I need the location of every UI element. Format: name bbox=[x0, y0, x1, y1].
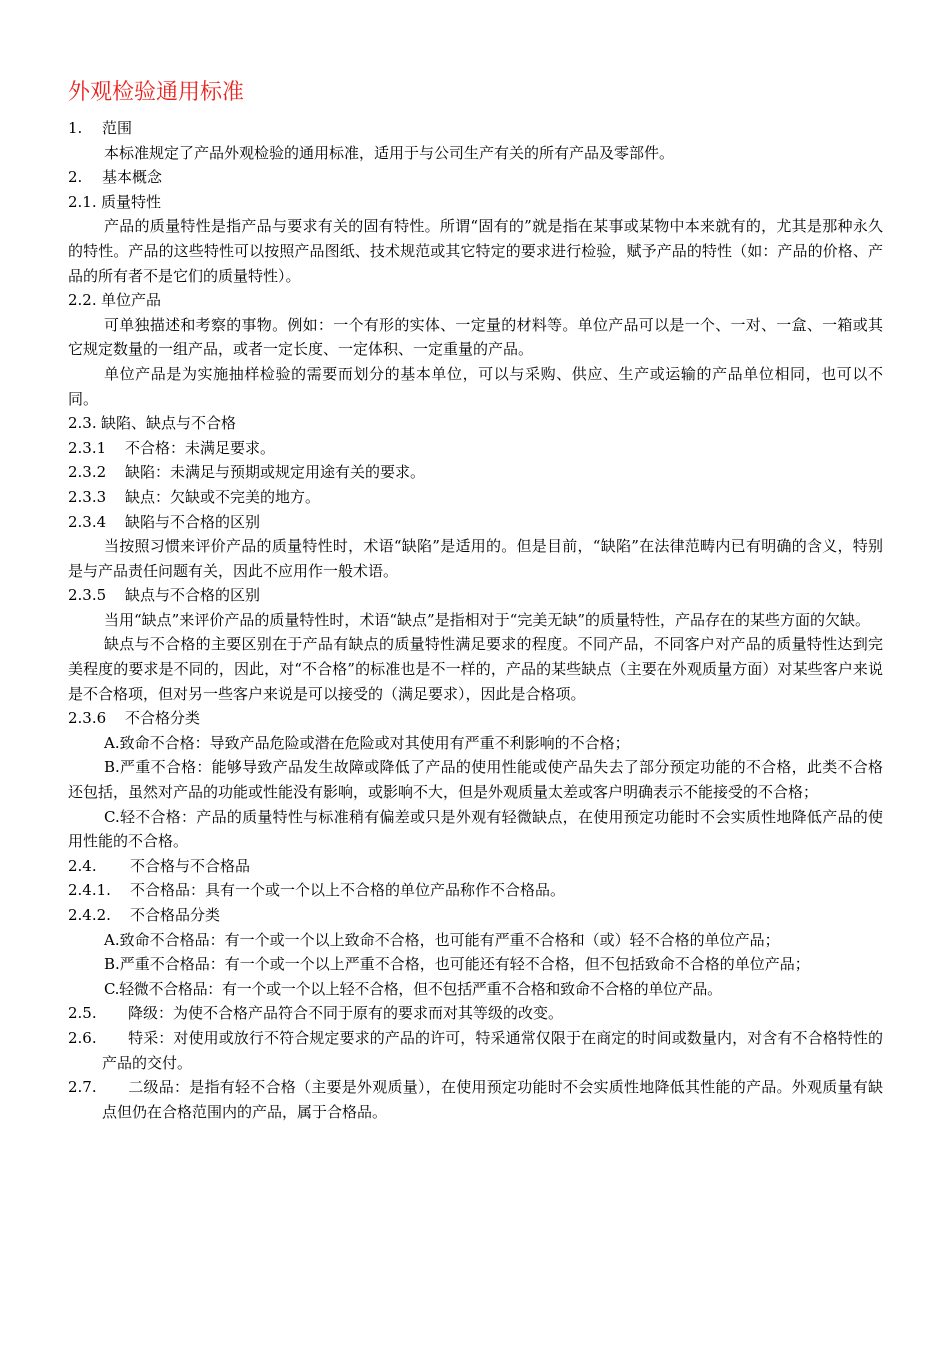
section-heading bbox=[68, 288, 883, 313]
paragraph: C.轻不合格：产品的质量特性与标准稍有偏差或只是外观有轻微缺点，在使用预定功能时不会实质性地降低产品的使用性能的不合格。 bbox=[68, 807, 883, 851]
paragraph: 可单独描述和考察的事物。例如：一个有形的实体、一定量的材料等。单位产品可以是一个、一对、一盒、一箱或其它规定数量的一组产品，或者一定长度、一定体积、一定重量的产品。 bbox=[68, 315, 883, 359]
section-number: 2.3.3 bbox=[68, 487, 107, 506]
section-label: 不合格品分类 bbox=[130, 906, 221, 924]
section-number: 2.3.6 bbox=[68, 709, 107, 728]
section-heading bbox=[68, 510, 883, 535]
section-heading bbox=[68, 190, 883, 215]
paragraph: 本标准规定了产品外观检验的通用标准，适用于与公司生产有关的所有产品及零部件。 bbox=[104, 143, 675, 162]
paragraph: 当用“缺点”来评价产品的质量特性时，术语“缺点”是指相对于“完美无缺”的质量特性，产品存在的某些方面的欠缺。 bbox=[104, 610, 871, 629]
section-label: 缺点与不合格的区别 bbox=[125, 586, 261, 605]
paragraph: 产品的质量特性是指产品与要求有关的固有特性。所谓“固有的”就是指在某事或某物中本来就有的，尤其是那种永久的特性。产品的这些特性可以按照产品图纸、技术规范或其它特定的要求进行检验，赋予产品的特性（如：产品的价格、产品的所有者不是它们的质量特性）。 bbox=[68, 217, 883, 285]
section-heading bbox=[68, 854, 883, 879]
section-heading bbox=[68, 583, 883, 608]
document-page bbox=[68, 78, 883, 1124]
section-heading bbox=[68, 1026, 883, 1075]
section-label: 特采：对使用或放行不符合规定要求的产品的许可，特采通常仅限于在商定的时间或数量内，对含有不合格特性的产品的交付。 bbox=[102, 1028, 883, 1072]
section-label: 质量特性 bbox=[101, 192, 162, 211]
section-label: 不合格：未满足要求。 bbox=[125, 438, 276, 457]
document-title: 外观检验通用标准 bbox=[68, 80, 245, 105]
section-label: 二级品：是指有轻不合格（主要是外观质量），在使用预定功能时不会实质性地降低其性能的产品。外观质量有缺点但仍在合格范围内的产品，属于合格品。 bbox=[102, 1078, 883, 1121]
paragraph: C.轻微不合格品：有一个或一个以上轻不合格，但不包括严重不合格和致命不合格的单位产品。 bbox=[104, 979, 722, 998]
section-label: 缺陷、缺点与不合格 bbox=[101, 414, 237, 433]
section-number: 1. bbox=[68, 119, 83, 137]
section-heading bbox=[68, 165, 883, 190]
section-label: 缺陷与不合格的区别 bbox=[125, 512, 261, 531]
section-heading bbox=[68, 411, 883, 436]
section-number: 2. bbox=[68, 168, 83, 187]
paragraph: 当按照习惯来评价产品的质量特性时，术语“缺陷”是适用的。但是目前，“缺陷”在法律范畴内已有明确的含义，特别是与产品责任问题有关，因此不应用作一般术语。 bbox=[68, 537, 883, 580]
section-number: 2.4. bbox=[68, 856, 97, 875]
section-number: 2.3.5 bbox=[68, 586, 107, 605]
paragraph: A.致命不合格：导致产品危险或潜在危险或对其使用有严重不利影响的不合格； bbox=[104, 733, 630, 752]
section-heading bbox=[68, 1001, 883, 1026]
paragraph: B.严重不合格：能够导致产品发生故障或降低了产品的使用性能或使产品失去了部分预定功能的不合格，此类不合格还包括，虽然对产品的功能或性能没有影响，或影响不大，但是外观质量太差或客户明确表示不能接受的不合格； bbox=[68, 758, 883, 802]
section-label: 不合格与不合格品 bbox=[130, 856, 251, 875]
section-heading bbox=[68, 460, 883, 485]
section-heading bbox=[68, 1075, 883, 1124]
section-heading bbox=[68, 878, 883, 903]
section-heading bbox=[68, 436, 883, 461]
section-number: 2.4.1. bbox=[68, 881, 111, 900]
section-number: 2.3.4 bbox=[68, 512, 107, 531]
section-number: 2.3. bbox=[68, 414, 97, 433]
section-number: 2.1. bbox=[68, 192, 97, 211]
section-heading bbox=[68, 485, 883, 510]
section-number: 2.4.2. bbox=[68, 906, 111, 924]
section-label: 单位产品 bbox=[101, 291, 162, 310]
section-number: 2.5. bbox=[68, 1004, 97, 1023]
section-label: 基本概念 bbox=[102, 168, 163, 187]
section-number: 2.6. bbox=[68, 1028, 97, 1047]
section-number: 2.7. bbox=[68, 1078, 97, 1097]
section-label: 不合格品：具有一个或一个以上不合格的单位产品称作不合格品。 bbox=[130, 881, 566, 900]
section-number: 2.3.2 bbox=[68, 463, 107, 482]
section-heading bbox=[68, 706, 883, 731]
paragraph: 缺点与不合格的主要区别在于产品有缺点的质量特性满足要求的程度。不同产品，不同客户对产品的质量特性达到完美程度的要求是不同的，因此，对“不合格”的标准也是不一样的，产品的某些缺点（主要在外观质量方面）对某些客户来说是不合格项，但对另一些客户来说是可以接受的（满足要求），因此是合格项。 bbox=[68, 635, 883, 703]
section-label: 缺点：欠缺或不完美的地方。 bbox=[125, 487, 321, 506]
section-number: 2.3.1 bbox=[68, 438, 107, 457]
section-heading bbox=[68, 116, 883, 141]
section-label: 范围 bbox=[102, 119, 133, 137]
section-label: 缺陷：未满足与预期或规定用途有关的要求。 bbox=[125, 463, 426, 482]
paragraph: B.严重不合格品：有一个或一个以上严重不合格，也可能还有轻不合格，但不包括致命不合格的单位产品； bbox=[104, 955, 810, 974]
section-number: 2.2. bbox=[68, 291, 97, 310]
paragraph: A.致命不合格品：有一个或一个以上致命不合格，也可能有严重不合格和（或）轻不合格的单位产品； bbox=[104, 930, 780, 949]
section-label: 不合格分类 bbox=[125, 709, 201, 728]
paragraph: 单位产品是为实施抽样检验的需要而划分的基本单位，可以与采购、供应、生产或运输的产品单位相同，也可以不同。 bbox=[68, 364, 883, 408]
section-label: 降级：为使不合格产品符合不同于原有的要求而对其等级的改变。 bbox=[128, 1004, 564, 1023]
section-heading bbox=[68, 903, 883, 928]
